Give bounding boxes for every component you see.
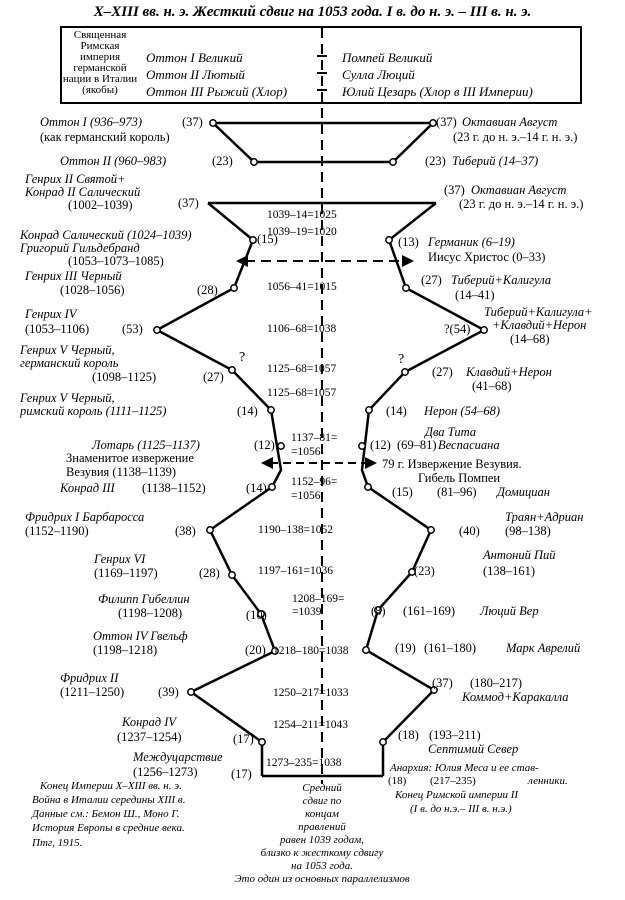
node-conrad4 — [259, 739, 265, 745]
footer-center-8: Это один из основных параллелизмов — [234, 873, 410, 885]
label-gregory: Григорий Гильдебранд — [20, 241, 140, 255]
label-severus: Септимий Север — [428, 742, 519, 756]
label-tib-cal: Тиберий+Калигула — [451, 273, 552, 287]
label-verus: Люций Вер — [480, 604, 539, 618]
label-commodus: Коммод+Каракалла — [462, 690, 569, 704]
label-interregnum: Междуцарствие — [133, 750, 223, 764]
label-conrad-salic: Конрад Салический (1024–1039) — [20, 228, 192, 242]
formula-6: 1125–68=1057 — [267, 387, 337, 399]
label-titus-a: Два Тита — [425, 425, 477, 439]
label-fred1: Фридрих I Барбаросса — [25, 510, 145, 524]
label-henry2-c: (1002–1039) — [68, 198, 133, 212]
label-henry5a-b: германский король — [20, 356, 119, 370]
formula-13: 1250–217=1033 — [273, 687, 349, 699]
label-germanicus: Германик (6–19) — [428, 235, 515, 249]
box-right-name-3: Юлий Цезарь (Хлор в III Империи) — [342, 84, 533, 99]
count-henry6: (28) — [199, 566, 220, 580]
count-otto1: (37) — [182, 115, 203, 129]
arrow-head-right-upper — [402, 255, 414, 267]
label-otto1-sub: (как германский король) — [40, 130, 170, 144]
node-henry5b — [268, 407, 274, 413]
formula-3: 1056–41=1015 — [267, 281, 337, 293]
label-philip: Филипп Гибеллин — [98, 592, 190, 606]
formula-11a: 1208–169= — [292, 593, 345, 605]
footer-left-2: Война в Италии середины XIII в. — [32, 794, 186, 806]
node-marcus — [363, 647, 369, 653]
label-tib-cal-dates: (14–41) — [455, 288, 495, 302]
label-conrad4-dates: (1237–1254) — [117, 730, 182, 744]
label-marcus-dates: (161–180) — [424, 641, 477, 655]
label-henry6: Генрих VI — [94, 552, 146, 566]
count-nero: (14) — [386, 404, 407, 418]
formula-7b: =1056 — [291, 446, 321, 458]
formula-2: 1039–19=1020 — [267, 226, 337, 238]
footer-center-2: сдвиг по — [302, 795, 342, 807]
label-antoninus: Антоний Пий — [483, 548, 556, 562]
count-trajan: (40) — [459, 524, 480, 538]
count-claud-nero: (27) — [432, 365, 453, 379]
count-tib-cal: (27) — [421, 273, 442, 287]
count-henry3: (28) — [197, 283, 218, 297]
formula-14: 1254–211=1043 — [273, 719, 349, 731]
label-henry5a-dates: (1098–1125) — [92, 370, 157, 384]
arrow-head-left-lower — [261, 457, 273, 469]
footer-left-3: Данные см.: Бемон Ш., Моно Г. — [32, 808, 180, 820]
label-conrad3-dates: (1138–1152) — [142, 481, 206, 495]
node-claud-nero — [402, 369, 408, 375]
count-interregnum: (17) — [231, 767, 252, 781]
label-augustus-1-dates: (23 г. до н. э.–14 г. н. э.) — [453, 130, 578, 144]
label-titus-b: Веспасиана — [438, 438, 500, 452]
footer-left-5: Птг, 1915. — [32, 837, 83, 849]
count-anarchy: (18) — [388, 775, 407, 787]
formula-1: 1039–14=1025 — [267, 209, 337, 221]
label-augustus-2: Октавиан Август — [471, 183, 567, 197]
count-severus: (18) — [398, 728, 419, 742]
label-verus-dates: (161–169) — [403, 604, 456, 618]
count-henry5a: (27) — [203, 370, 224, 384]
node-fred2 — [188, 689, 194, 695]
count-conrad4: (17) — [233, 732, 254, 746]
label-domitian-dates: (81–96) — [437, 485, 477, 499]
label-anarchy-b: ленники. — [528, 775, 568, 787]
label-augustus-2-dates: (23 г. до н. э.–14 г. н. э.) — [459, 197, 584, 211]
label-otto1: Оттон I (936–973) — [40, 115, 143, 129]
count-verus: (8) — [371, 604, 386, 618]
label-commodus-dates: (180–217) — [470, 676, 523, 690]
question-left: ? — [239, 350, 246, 365]
label-henry3-dates: (1028–1056) — [60, 283, 125, 297]
count-augustus-1: (37) — [436, 115, 457, 129]
label-anarchy-a: Анархия: Юлия Меса и ее став- — [390, 762, 539, 774]
node-severus — [380, 739, 386, 745]
label-claud-nero-dates: (41–68) — [472, 379, 512, 393]
node-henry5a — [229, 367, 235, 373]
node-germanicus — [386, 237, 392, 243]
count-henry5b: (14) — [237, 404, 258, 418]
node-tib-cal — [403, 285, 409, 291]
node-domitian — [365, 484, 371, 490]
label-henry6-dates: (1169–1197) — [94, 566, 158, 580]
label-henry5b-b: римский король (1111–1125) — [20, 404, 167, 418]
node-henry4 — [154, 327, 160, 333]
label-fred2-dates: (1211–1250) — [60, 685, 125, 699]
label-trajan: Траян+Адриан — [505, 510, 584, 524]
label-antoninus-dates: (138–161) — [483, 564, 536, 578]
label-conrad3: Конрад III — [60, 481, 115, 495]
label-henry2-a: Генрих II Святой+ — [25, 172, 126, 186]
footer-center-6: близко к жесткому сдвигу — [260, 847, 384, 859]
node-tiberius — [390, 159, 396, 165]
node-tcn — [481, 327, 487, 333]
arrow-head-right-lower — [365, 457, 377, 469]
label-fred1-dates: (1152–1190) — [25, 524, 89, 538]
node-henry3 — [231, 285, 237, 291]
label-henry4-dates: (1053–1106) — [25, 322, 90, 336]
count-conrad-salic: (15) — [257, 232, 278, 246]
label-severus-dates: (193–211) — [429, 728, 481, 742]
node-nero — [366, 407, 372, 413]
formula-9: 1190–138=1052 — [258, 524, 334, 536]
footer-center-1: Средний — [302, 782, 342, 794]
formula-10: 1197–161=1036 — [258, 565, 334, 577]
formula-8a: 1152–96= — [291, 476, 338, 488]
footer-center-7: на 1053 года. — [291, 860, 353, 872]
formula-5: 1125–68=1057 — [267, 363, 337, 375]
box-right-name-2: Сулла Люций — [342, 67, 415, 82]
count-henry4: (53) — [122, 322, 143, 336]
footer-left-4: История Европы в средние века. — [32, 822, 185, 834]
count-domitian: (15) — [392, 485, 413, 499]
formula-15: 1273–235=1038 — [266, 757, 342, 769]
label-trajan-dates: (98–138) — [505, 524, 551, 538]
label-henry4: Генрих IV — [25, 307, 77, 321]
count-otto4: (20) — [245, 643, 266, 657]
footer-center-3: концам — [305, 808, 339, 820]
diagram-title: X–XIII вв. н. э. Жесткий сдвиг на 1053 года. I в. до н. э. – III в. н. э. — [93, 4, 532, 20]
node-otto1 — [210, 120, 216, 126]
node-henry6 — [229, 572, 235, 578]
count-commodus: (37) — [432, 676, 453, 690]
count-tcn: ?(54) — [444, 322, 471, 336]
label-otto4-dates: (1198–1218) — [93, 643, 158, 657]
formula-7a: 1137–81= — [291, 432, 338, 444]
count-fred1: (38) — [175, 524, 196, 538]
label-nero: Нерон (54–68) — [424, 404, 500, 418]
node-trajan — [428, 527, 434, 533]
count-lothar: (12) — [254, 438, 275, 452]
footer-center-5: равен 1039 годам, — [279, 834, 365, 846]
label-anarchy-dates: (217–235) — [430, 775, 476, 787]
count-tiberius: (23) — [425, 154, 446, 168]
footer-left-1: Конец Империи X–XIII вв. н. э. — [40, 780, 182, 792]
label-interregnum-dates: (1256–1273) — [133, 765, 198, 779]
label-henry5a: Генрих V Черный, — [20, 343, 115, 357]
label-tcn-b: +Клавдий+Нерон — [492, 318, 587, 332]
label-vesuvius-left-a: Знаменитое извержение — [66, 451, 194, 465]
node-otto2 — [251, 159, 257, 165]
label-vesuvius-right: 79 г. Извержение Везувия. — [382, 457, 522, 471]
count-antoninus: (23) — [414, 564, 435, 578]
question-right: ? — [398, 352, 405, 367]
label-tcn-dates: (14–68) — [510, 332, 550, 346]
node-conrad3 — [269, 484, 275, 490]
label-domitian: Домициан — [497, 485, 550, 499]
box-left-name-2: Оттон II Лютый — [146, 67, 245, 82]
node-lothar — [278, 443, 284, 449]
node-conrad-salic — [250, 237, 256, 243]
count-henry2: (37) — [178, 196, 199, 210]
label-augustus-1: Октавиан Август — [462, 115, 558, 129]
label-fred2: Фридрих II — [60, 671, 119, 685]
label-marcus: Марк Аврелий — [506, 641, 581, 655]
count-philip: (10) — [246, 608, 267, 622]
label-tiberius: Тиберий (14–37) — [452, 154, 539, 168]
label-philip-dates: (1198–1208) — [118, 606, 183, 620]
count-otto2: (23) — [212, 154, 233, 168]
label-conrad4: Конрад IV — [122, 715, 177, 729]
label-henry5b: Генрих V Черный, — [20, 391, 115, 405]
label-gregory-dates: (1053–1073–1085) — [68, 254, 164, 268]
count-titus: (12) — [370, 438, 391, 452]
label-end-empire-a: Конец Римской империи II — [395, 789, 519, 801]
count-germanicus: (13) — [398, 235, 419, 249]
label-henry2-b: Конрад II Салический — [25, 185, 141, 199]
box-label: Священная Римская империя германской нации в Италии (якобы) — [62, 29, 138, 96]
label-vesuvius-left-b: Везувия (1138–1139) — [66, 465, 177, 479]
count-marcus: (19) — [395, 641, 416, 655]
count-augustus-2: (37) — [444, 183, 465, 197]
label-claud-nero: Клавдий+Нерон — [466, 365, 552, 379]
node-fred1 — [207, 527, 213, 533]
footer-center-4: правлений — [298, 821, 346, 833]
label-lothar: Лотарь (1125–1137) — [92, 438, 200, 452]
formula-11b: =1039 — [292, 606, 322, 618]
formula-4: 1106–68=1038 — [267, 323, 337, 335]
formula-8b: =1056 — [291, 490, 321, 502]
label-titus-dates: (69–81) — [397, 438, 437, 452]
label-pompeii: Гибель Помпеи — [418, 471, 501, 485]
count-fred2: (39) — [158, 685, 179, 699]
label-henry3: Генрих III Черный — [25, 269, 122, 283]
label-otto2: Оттон II (960–983) — [60, 154, 167, 168]
node-titus — [359, 443, 365, 449]
label-tcn-a: Тиберий+Калигула+ — [484, 305, 593, 319]
box-right-name-1: Помпей Великий — [342, 50, 433, 65]
box-left-name-1: Оттон I Великий — [146, 50, 243, 65]
count-conrad3: (14) — [246, 481, 267, 495]
formula-12: 1218–180=1038 — [273, 645, 349, 657]
label-jesus: Иисус Христос (0–33) — [428, 250, 546, 264]
label-otto4: Оттон IV Гвельф — [93, 629, 188, 643]
box-left-name-3: Оттон III Рыжий (Хлор) — [146, 84, 288, 99]
label-end-empire-b: (I в. до н.э.– III в. н.э.) — [410, 803, 512, 815]
